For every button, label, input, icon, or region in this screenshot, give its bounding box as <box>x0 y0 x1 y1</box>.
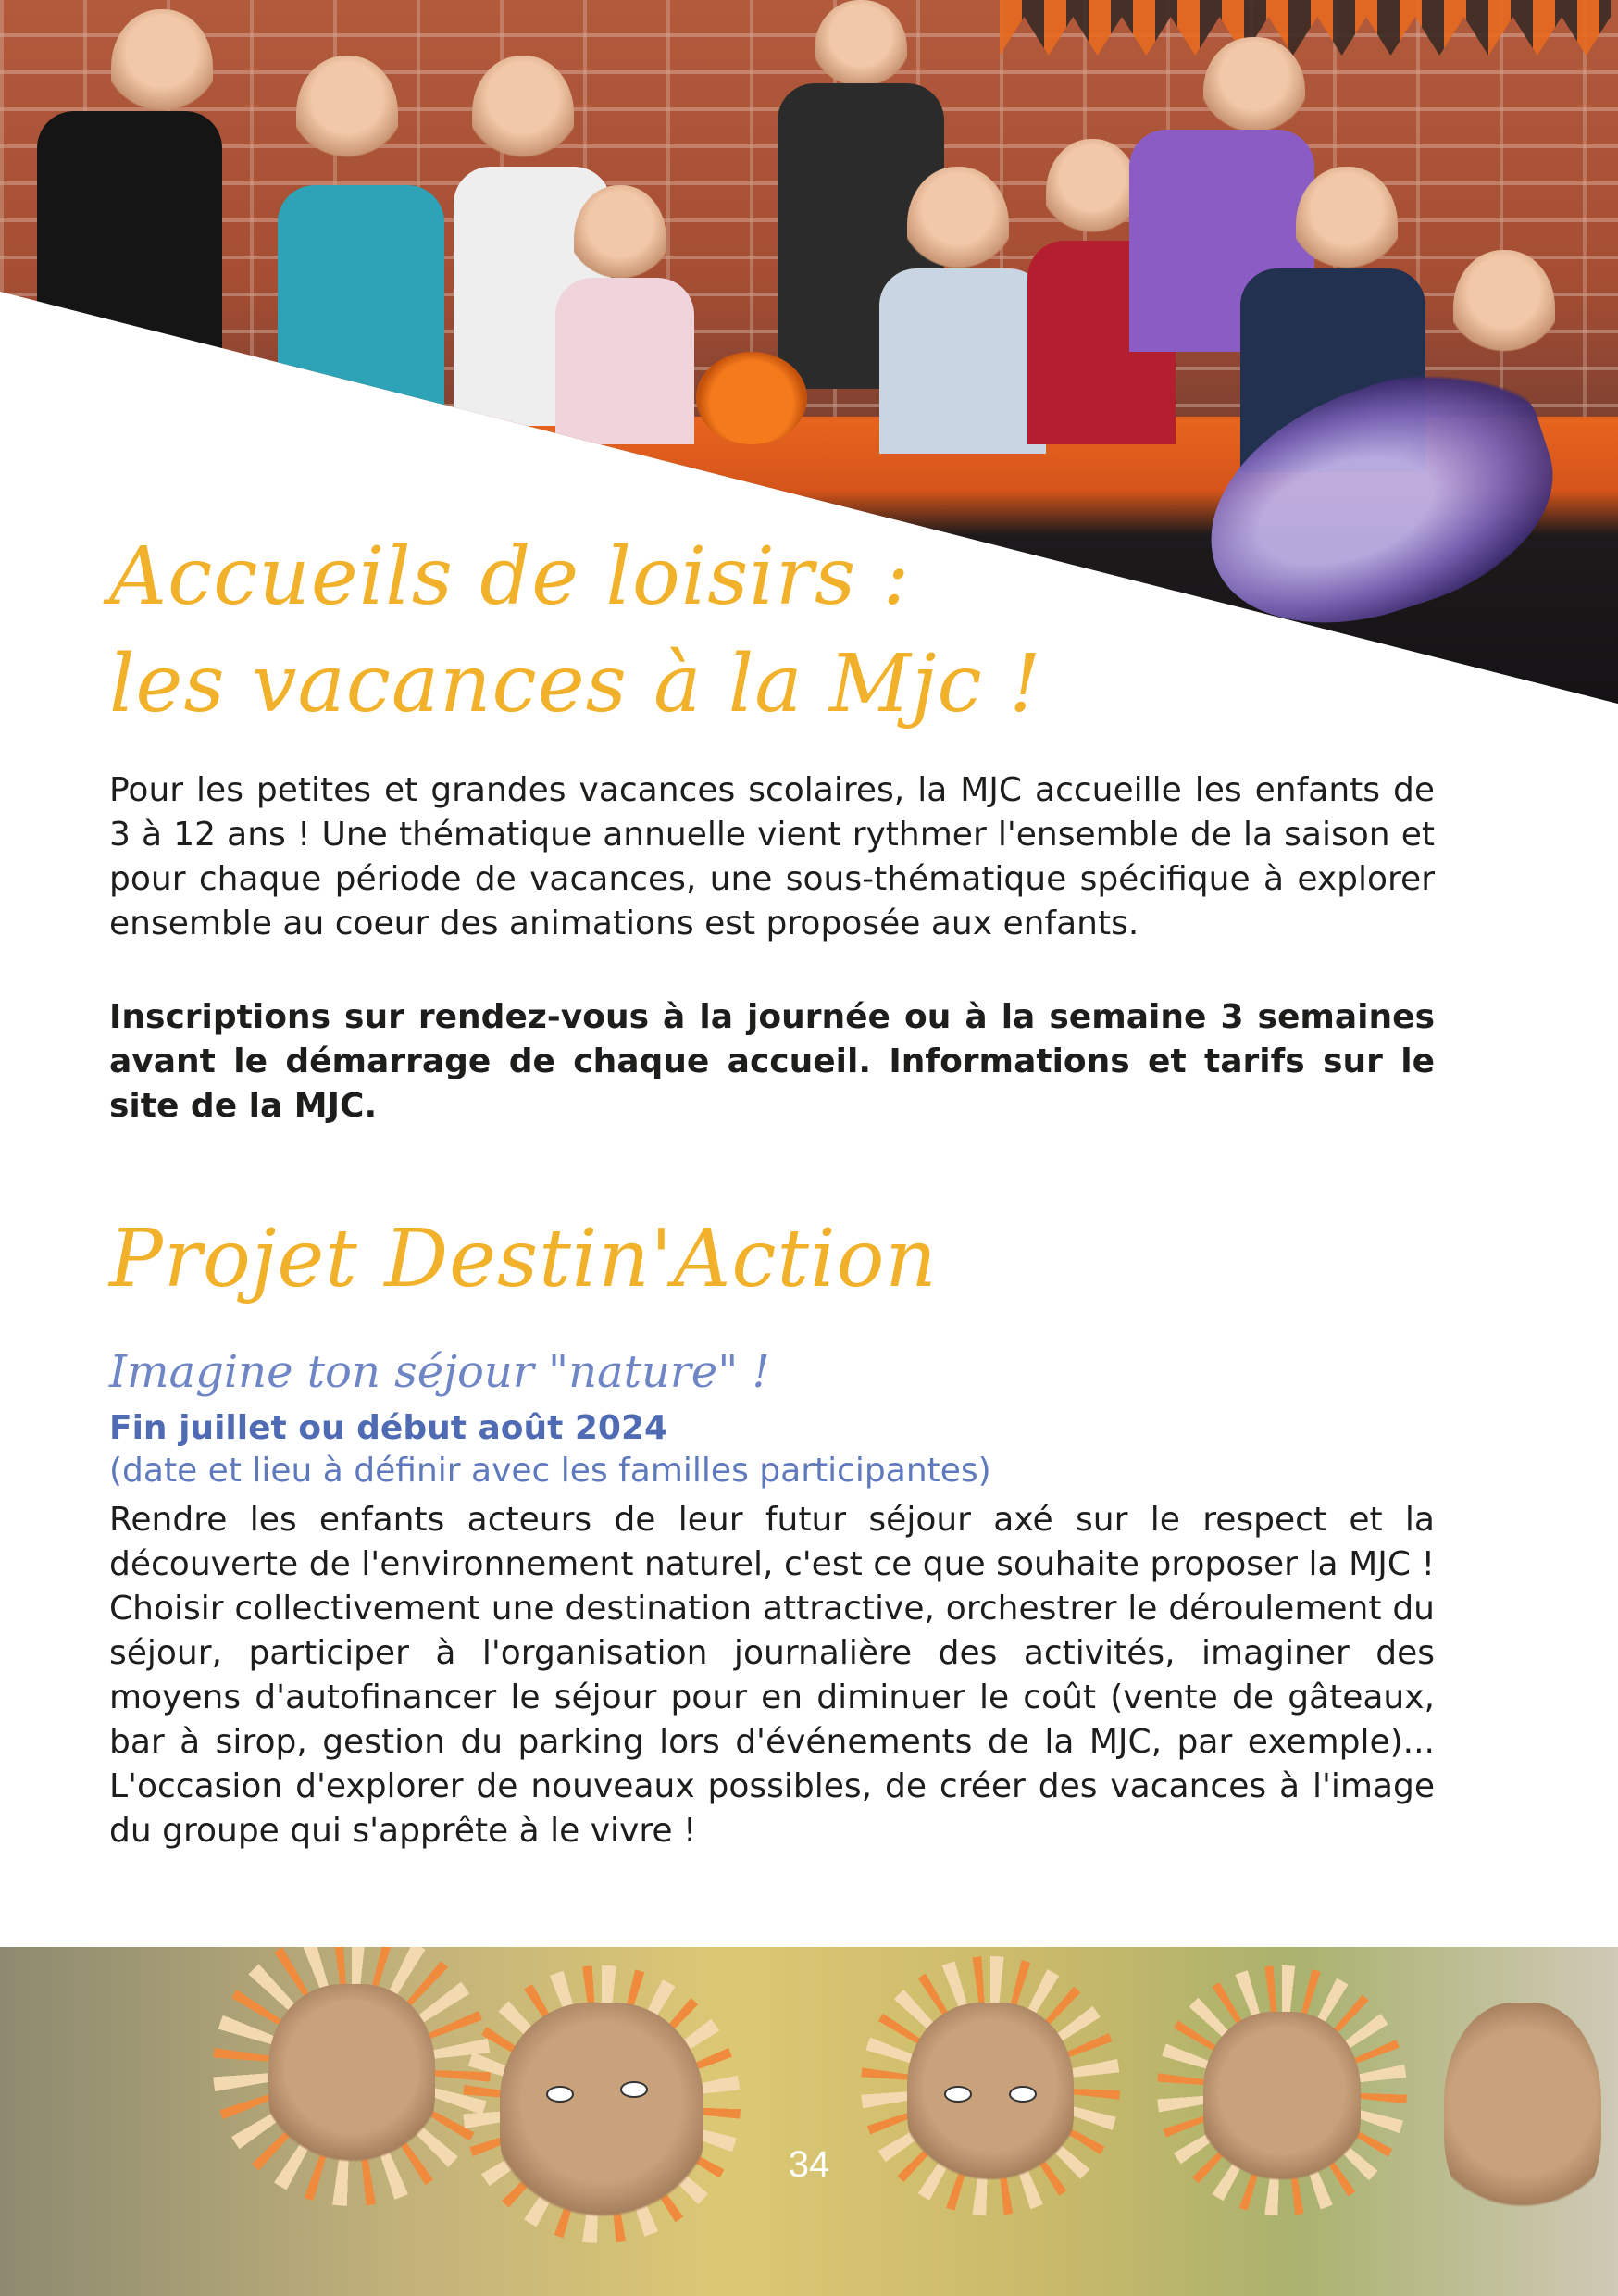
section-subtitle: Imagine ton séjour "nature" ! <box>109 1346 770 1398</box>
page-number: 34 <box>788 2144 830 2185</box>
kid-skeleton-costume <box>37 111 222 463</box>
mask-eye <box>1009 2086 1037 2103</box>
kid-face <box>1046 139 1139 250</box>
lion-mask <box>268 1984 435 2169</box>
kid-face <box>296 56 398 176</box>
project-paragraph: Rendre les enfants acteurs de leur futur séjour axé sur le respect et la découverte de l'environnement naturel, c'est ce que souhaite proposer la MJC ! Choisir collectivement une destination attractive, orchestrer le déroulement du séjour, participer à l'organisation journalière des activités, imaginer des moyens d'autofinancer le séjour pour en diminuer le coût (vente de gâteaux, bar à sirop, gestion du parking lors d'événements de la MJC, par exemple)... L'occasion d'explorer de nouveaux possibles, de créer des vacances à l'image du groupe qui s'apprête à le vivre ! <box>109 1501 1435 1850</box>
cat-mask <box>1444 2003 1601 2225</box>
kid-shirt <box>879 268 1046 454</box>
section-title-accueils <box>109 523 1405 738</box>
kid-shirt <box>555 278 694 444</box>
registration-paragraph: Inscriptions sur rendez-vous à la journée ou à la semaine 3 semaines avant le démarrage de chaque accueil. Informations et tarifs sur le site de la MJC. <box>109 998 1435 1125</box>
mask-eye <box>546 2086 574 2103</box>
title-line-2: les vacances à la Mjc ! <box>109 638 1042 730</box>
title-line-1: Accueils de loisirs : <box>109 530 911 623</box>
kid-face <box>472 56 574 176</box>
section-title-destin-action: Projet Destin'Action <box>109 1213 938 1305</box>
lion-mask <box>500 2003 703 2225</box>
pumpkin-decoration <box>696 352 807 444</box>
project-date-note: (date et lieu à définir avec les familles participantes) <box>109 1452 991 1490</box>
intro-paragraph: Pour les petites et grandes vacances scolaires, la MJC accueille les enfants de 3 à 12 ans ! Une thématique annuelle vient rythmer l'ensemble de la saison et pour chaque période de vacances, une sous-thématique spécifique à explorer ensemble au coeur des animations est proposée aux enfants. <box>109 771 1435 942</box>
bottom-photo-lion-masks <box>0 1947 1618 2296</box>
mask-eye <box>944 2086 972 2103</box>
kid-shirt <box>278 185 444 426</box>
kid-face <box>111 9 213 130</box>
kid-face <box>1453 250 1555 370</box>
project-date: Fin juillet ou début août 2024 <box>109 1409 668 1447</box>
mask-eye <box>620 2081 648 2098</box>
